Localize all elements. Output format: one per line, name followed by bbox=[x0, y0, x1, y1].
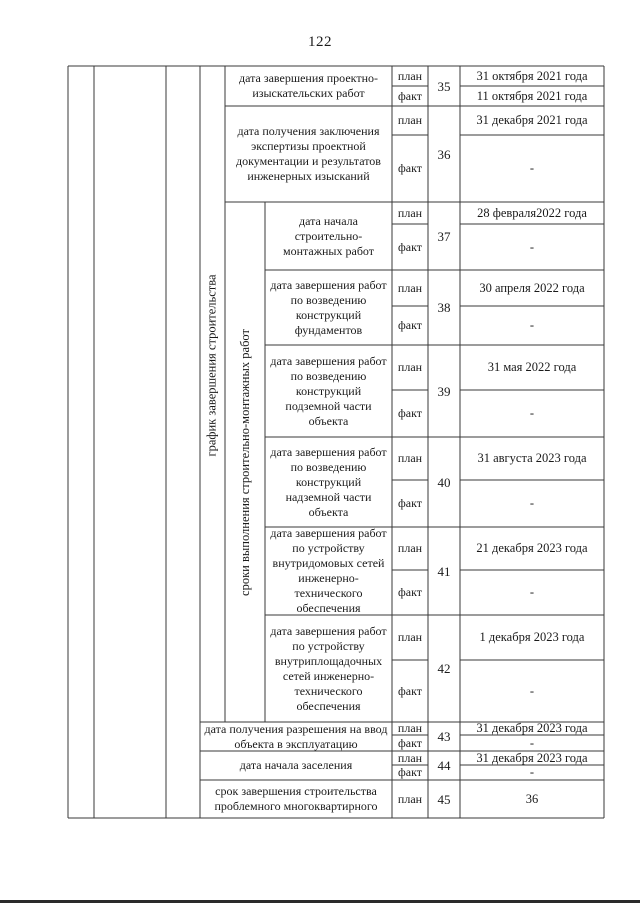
fact-value: - bbox=[529, 735, 535, 750]
plan-value: 31 мая 2022 года bbox=[487, 360, 577, 374]
page-number: 122 bbox=[308, 34, 332, 50]
plan-label: план bbox=[397, 541, 423, 555]
plan-value: 30 апреля 2022 года bbox=[479, 280, 585, 295]
subsection-label-text: сроки выполнения строительно-монтажных работ bbox=[237, 328, 252, 596]
fact-value: - bbox=[529, 765, 535, 779]
plan-value: 1 декабря 2023 года bbox=[479, 630, 585, 644]
row-number: 41 bbox=[437, 563, 451, 579]
row-label: дата начала строительно-монтажных работ bbox=[282, 213, 375, 258]
fact-label: факт bbox=[397, 496, 423, 510]
fact-label: факт bbox=[397, 88, 423, 103]
plan-label: план bbox=[397, 630, 423, 644]
plan-label: план bbox=[397, 722, 423, 735]
row-label: дата начала заселения bbox=[239, 758, 353, 772]
row-number: 38 bbox=[437, 300, 451, 315]
plan-label: план bbox=[397, 113, 423, 127]
plan-value: 31 декабря 2023 года bbox=[476, 722, 588, 735]
fact-value: - bbox=[529, 161, 535, 175]
plan-label: план bbox=[397, 451, 423, 465]
plan-value: 21 декабря 2023 года bbox=[476, 541, 588, 555]
row-label: дата завершения работ по устройству внутриплощадочных сетей инженерно-технического обеспечения bbox=[270, 623, 387, 713]
plan-value: 31 декабря 2021 года bbox=[476, 113, 588, 127]
row-label: дата завершения проектно-изыскательских работ bbox=[239, 71, 378, 100]
fact-value: 11 октября 2021 года bbox=[476, 88, 588, 103]
row-number: 44 bbox=[437, 758, 451, 773]
plan-value: 36 bbox=[525, 791, 539, 806]
fact-label: факт bbox=[397, 406, 423, 420]
plan-label: план bbox=[397, 280, 423, 295]
row-number: 42 bbox=[437, 661, 451, 676]
row-number: 36 bbox=[437, 146, 451, 162]
fact-value: - bbox=[529, 496, 535, 510]
row-label: дата получения разрешения на ввод объекта в эксплуатацию bbox=[204, 722, 388, 751]
row-number: 39 bbox=[437, 383, 451, 399]
row-number: 43 bbox=[437, 729, 451, 744]
fact-value: - bbox=[529, 585, 535, 599]
plan-value: 31 августа 2023 года bbox=[477, 451, 587, 465]
fact-label: факт bbox=[397, 318, 423, 332]
row-label: дата завершения работ по возведению конструкций подземной части объекта bbox=[270, 353, 387, 428]
row-number: 40 bbox=[437, 474, 451, 490]
page-bottom-rule bbox=[0, 900, 640, 903]
plan-label: план bbox=[397, 791, 423, 806]
fact-label: факт bbox=[397, 585, 423, 599]
row-label: дата завершения работ по устройству внутридомовых сетей инженерно-технического обеспечения bbox=[270, 527, 387, 615]
row-number: 37 bbox=[437, 228, 451, 244]
fact-value: - bbox=[529, 683, 535, 698]
plan-value: 31 декабря 2023 года bbox=[476, 751, 588, 765]
fact-label: факт bbox=[397, 765, 423, 779]
fact-label: факт bbox=[397, 239, 423, 254]
fact-value: - bbox=[529, 406, 535, 420]
fact-label: факт bbox=[397, 735, 423, 750]
section-label bbox=[200, 180, 225, 550]
fact-label: факт bbox=[397, 683, 423, 698]
section-label-text: график завершения строительства bbox=[205, 273, 219, 457]
plan-label: план bbox=[397, 205, 423, 220]
fact-value: - bbox=[529, 318, 535, 332]
row-label: дата завершения работ по возведению конструкций надземной части объекта bbox=[270, 444, 387, 519]
row-number: 35 bbox=[437, 78, 451, 94]
row-label: дата получения заключения экспертизы проектной документации и результатов инженерных изысканий bbox=[236, 124, 381, 183]
plan-label: план bbox=[397, 751, 423, 765]
plan-value: 28 февраля2022 года bbox=[477, 205, 587, 220]
subsection-label bbox=[225, 202, 265, 722]
row-label: дата завершения работ по возведению конструкций фундаментов bbox=[270, 277, 387, 337]
plan-label: план bbox=[397, 68, 423, 83]
fact-value: - bbox=[529, 239, 535, 254]
plan-label: план bbox=[397, 360, 423, 374]
row-number: 45 bbox=[437, 791, 451, 807]
fact-label: факт bbox=[397, 161, 423, 175]
plan-value: 31 октября 2021 года bbox=[476, 68, 588, 83]
row-label: срок завершения строительства проблемного многоквартирного bbox=[214, 784, 378, 813]
